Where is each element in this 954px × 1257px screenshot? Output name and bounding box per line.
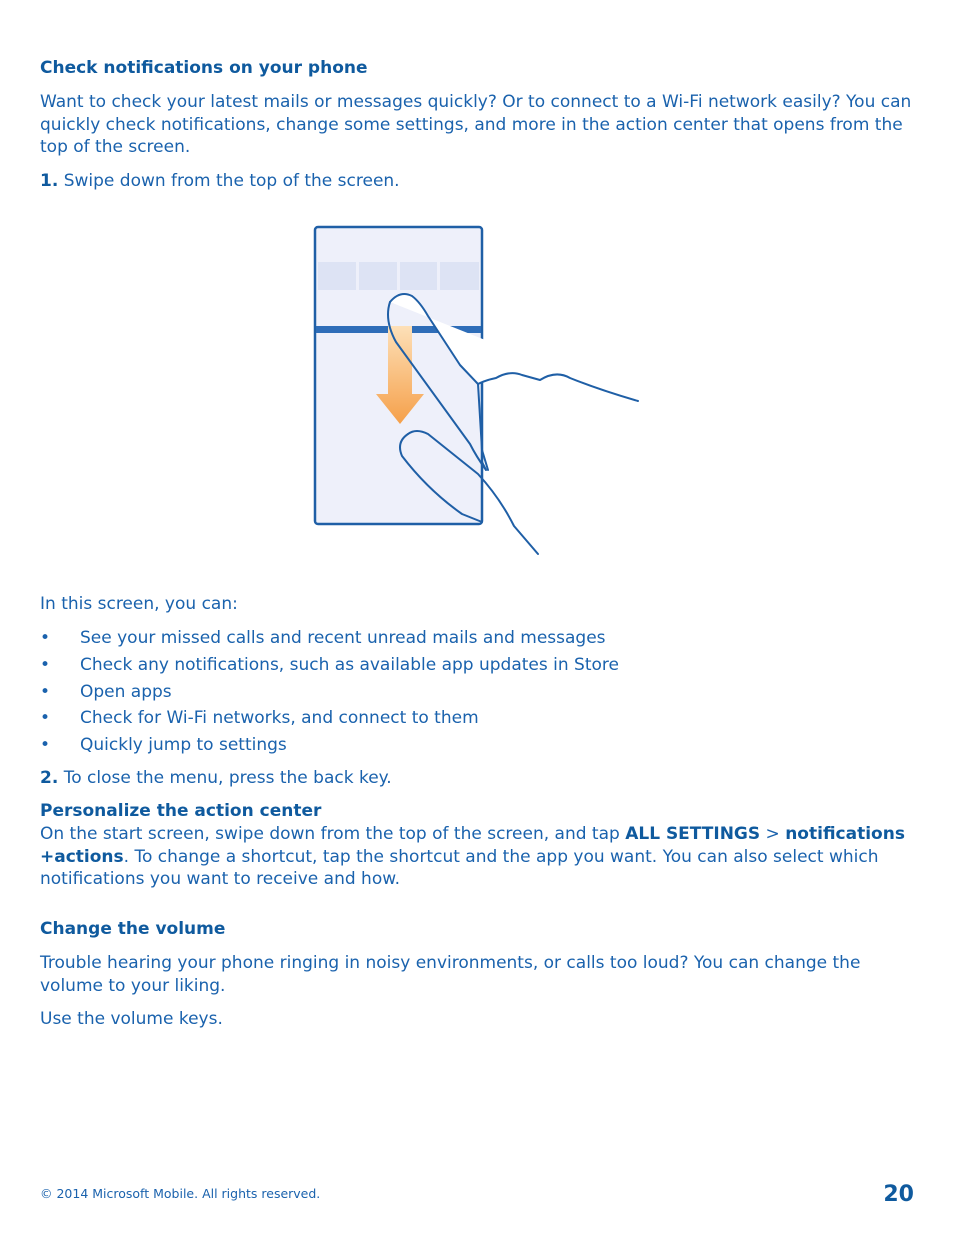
volume-keys-paragraph: Use the volume keys. (40, 1009, 223, 1029)
list-item (40, 733, 619, 760)
swipe-down-illustration (300, 220, 660, 565)
list-item-text: Check for Wi-Fi networks, and connect to them (80, 708, 479, 729)
personalize-text-end: . To change a shortcut, tap the shortcut and the app you want. You can also select which notifications you want to receive and how. (40, 846, 879, 890)
step-2 (40, 767, 920, 790)
heading-personalize-action-center: Personalize the action center (40, 801, 322, 821)
intro-paragraph: Want to check your latest mails or messages quickly? Or to connect to a Wi-Fi network easily? You can quickly check notifications, change some settings, and more in the action center that opens from the top of the screen. (40, 92, 912, 158)
bullet-icon: • (40, 681, 51, 702)
step-1 (40, 170, 920, 193)
step-2-text: To close the menu, press the back key. (58, 768, 392, 788)
footer-copyright: © 2014 Microsoft Mobile. All rights reserved. (40, 1186, 321, 1201)
bullet-icon: • (40, 708, 51, 729)
step-1-text: Swipe down from the top of the screen. (58, 171, 400, 191)
list-item-text: Open apps (80, 681, 172, 702)
list-intro: In this screen, you can: (40, 594, 238, 614)
personalize-text-start: On the start screen, swipe down from the top of the screen, and tap (40, 824, 626, 844)
volume-paragraph: Trouble hearing your phone ringing in noisy environments, or calls too loud? You can change the volume to your liking. (40, 953, 861, 996)
heading-check-notifications: Check notifications on your phone (40, 58, 368, 78)
personalize-paragraph (40, 823, 920, 891)
page-number: 20 (883, 1182, 914, 1207)
bullet-icon: • (40, 735, 51, 756)
path-separator: > (760, 824, 786, 844)
notifications-actions-label: notifications +actions (40, 824, 905, 867)
step-2-number: 2. (40, 768, 59, 788)
list-item-text: See your missed calls and recent unread mails and messages (80, 628, 606, 648)
list-item (40, 653, 619, 680)
bullet-icon: • (40, 628, 51, 648)
list-item (40, 706, 619, 733)
list-item-text: Check any notifications, such as available app updates in Store (80, 654, 619, 675)
list-item (40, 626, 619, 653)
all-settings-label: ALL SETTINGS (625, 824, 761, 844)
bullet-icon: • (40, 654, 51, 675)
step-1-number: 1. (40, 171, 59, 191)
list-item-text: Quickly jump to settings (80, 735, 287, 756)
list-item (40, 680, 619, 707)
heading-change-volume: Change the volume (40, 919, 226, 939)
feature-list (40, 626, 619, 760)
